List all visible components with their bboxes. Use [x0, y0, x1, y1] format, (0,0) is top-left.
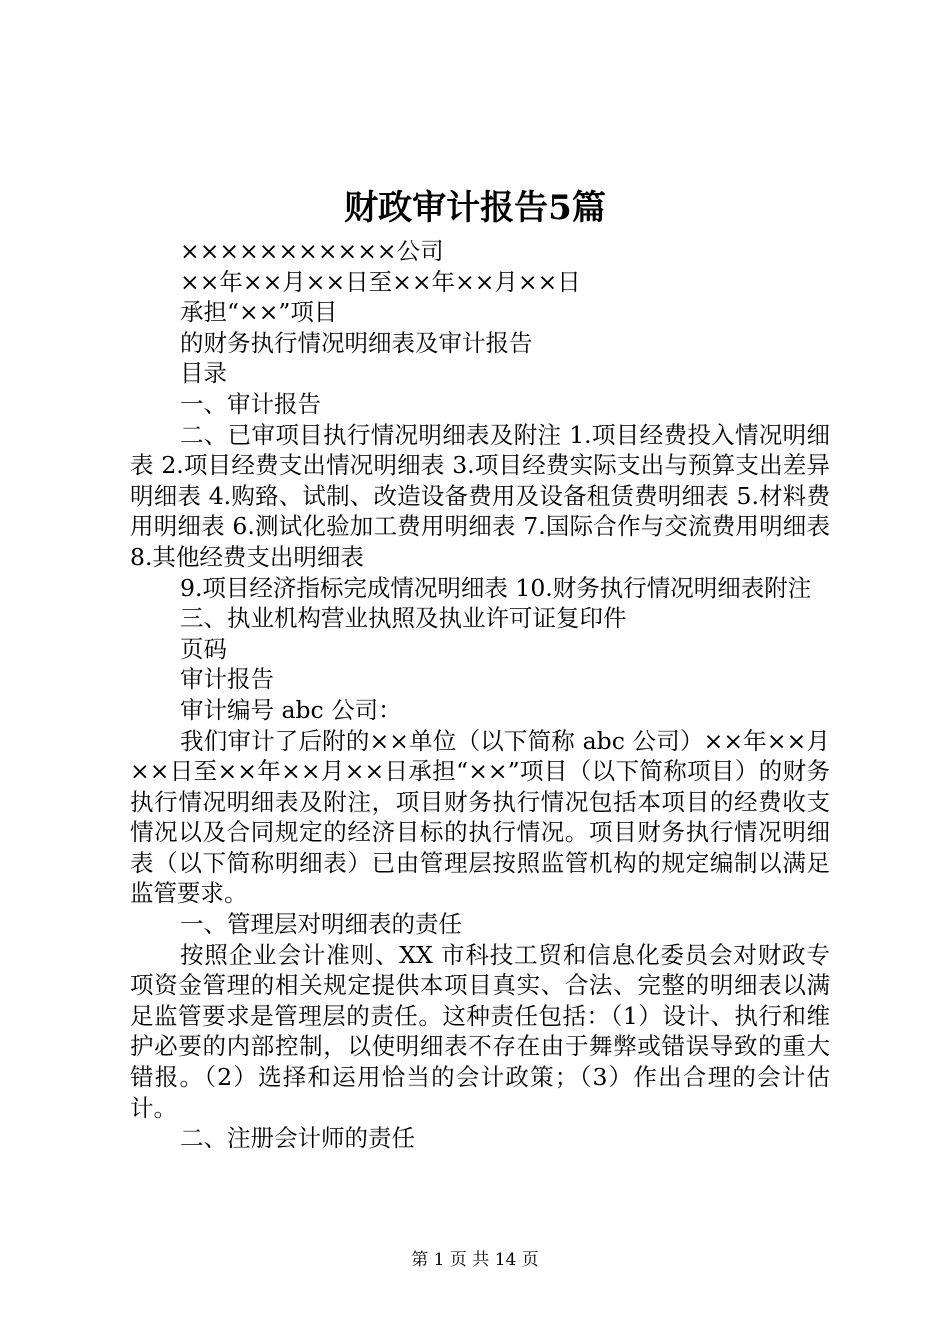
paragraph: 页码: [180, 634, 227, 663]
paragraph: 9.项目经济指标完成情况明细表 10.财务执行情况明细表附注: [180, 573, 812, 602]
paragraph: 目录: [180, 359, 227, 388]
paragraph: 二、已审项目执行情况明细表及附注 1.项目经费投入情况明细表 2.项目经费支出情况明细表 3.项目经费实际支出与预算支出差异明细表 4.购臵、试制、改造设备费用及设备租赁费明细表 5.材料费用明细表 6.测试化验加工费用明细表 7.国际合作与交流费用明细表 8.其他经费支出明细表: [130, 420, 830, 571]
paragraph: 我们审计了后附的××单位（以下简称 abc 公司）××年××月××日至××年××月××日承担“××”项目（以下简称项目）的财务执行情况明细表及附注，项目财务执行情况包括本项目的经费收支情况以及合同规定的经济目标的执行情况。项目财务执行情况明细表（以下简称明细表）已由管理层按照监管机构的规定编制以满足监管要求。: [130, 726, 830, 908]
page-footer: 第 1 页 共 14 页: [411, 1250, 539, 1270]
paragraph: 一、审计报告: [180, 389, 321, 418]
paragraph: 审计编号 abc 公司：: [180, 695, 402, 724]
paragraph: 按照企业会计准则、XX 市科技工贸和信息化委员会对财政专项资金管理的相关规定提供本项目真实、合法、完整的明细表以满足监管要求是管理层的责任。这种责任包括：（1）设计、执行和维护必要的内部控制，以使明细表不存在由于舞弊或错误导致的重大错报。（2）选择和运用恰当的会计政策；（3）作出合理的会计估计。: [130, 940, 830, 1122]
paragraph: 一、管理层对明细表的责任: [180, 910, 462, 939]
paragraph: ×××××××××××公司: [180, 237, 444, 265]
document-body: [130, 236, 830, 1154]
paragraph: 的财务执行情况明细表及审计报告: [180, 328, 533, 357]
paragraph: 承担“××”项目: [180, 298, 338, 327]
paragraph: ××年××月××日至××年××月××日: [180, 267, 581, 296]
paragraph: 审计报告: [180, 665, 274, 694]
paragraph: 三、执业机构营业执照及执业许可证复印件: [180, 604, 627, 633]
document-title: 财政审计报告5篇: [344, 188, 606, 228]
paragraph: 二、注册会计师的责任: [180, 1124, 415, 1153]
